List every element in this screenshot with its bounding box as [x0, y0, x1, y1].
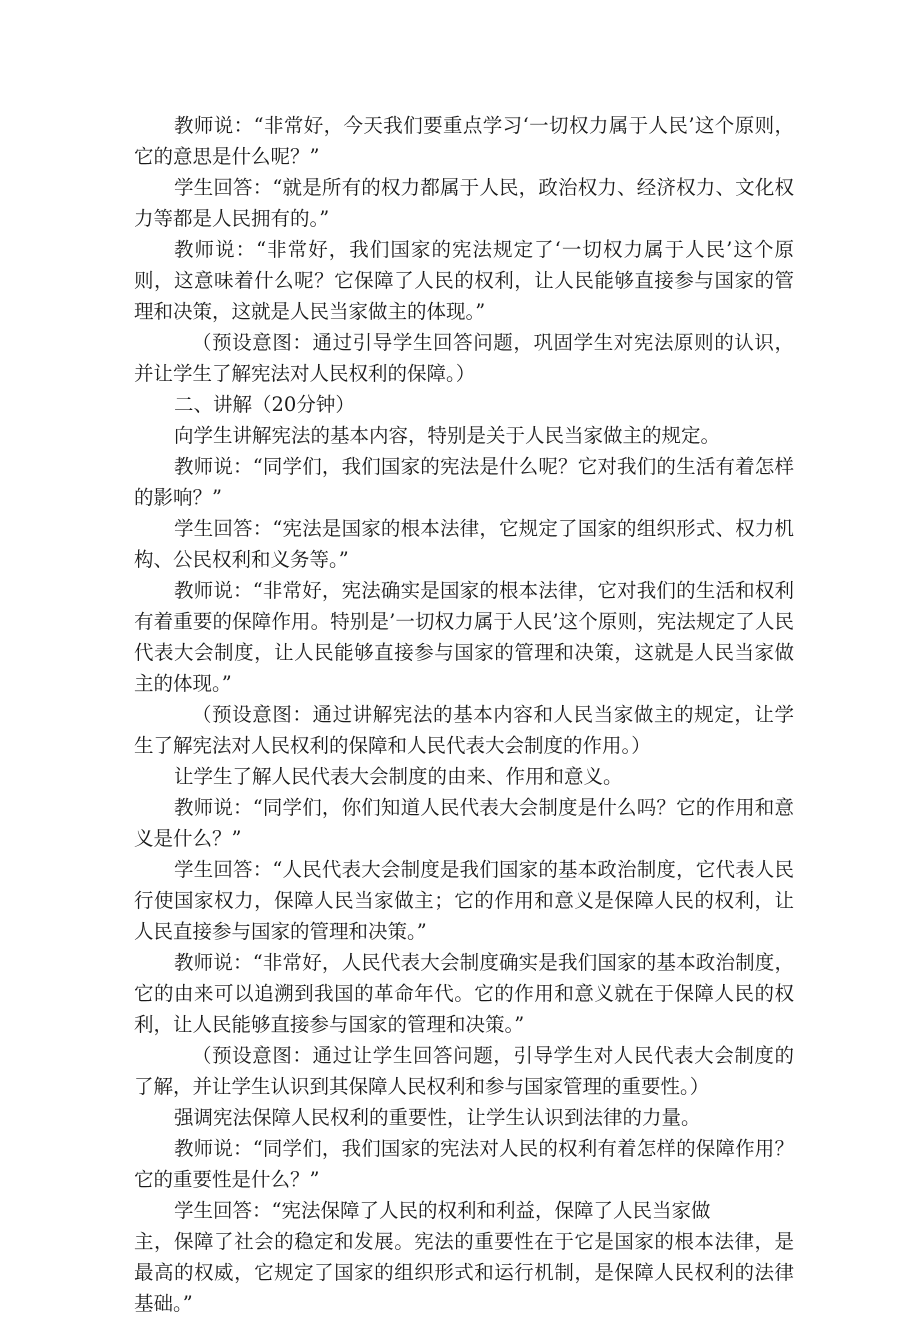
paragraph-intent-3: （预设意图：通过让学生回答问题，引导学生对人民代表大会制度的了解，并让学生认识到其保障人民权利和参与国家管理的重要性。）: [134, 1044, 794, 1098]
paragraph-teacher-4: 教师说：“非常好，宪法确实是国家的根本法律，它对我们的生活和权利有着重要的保障作用。特别是’一切权力属于人民’这个原则，宪法规定了人民代表大会制度，让人民能够直接参与国家的管理和决策，这就是人民当家做主的体现。”: [134, 579, 794, 695]
paragraph-instruction-2: 让学生了解人民代表大会制度的由来、作用和意义。: [174, 765, 623, 788]
paragraph-teacher-7: 教师说：“同学们，我们国家的宪法对人民的权利有着怎样的保障作用？它的重要性是什么？”: [134, 1137, 794, 1191]
paragraph-student-3: 学生回答：“人民代表大会制度是我们国家的基本政治制度，它代表人民行使国家权力，保障人民当家做主；它的作用和意义是保障人民的权利，让人民直接参与国家的管理和决策。”: [134, 858, 794, 943]
paragraph-student-4-continuation: 主，保障了社会的稳定和发展。宪法的重要性在于它是国家的根本法律，是最高的权威，它规定了国家的组织形式和运行机制，是保障人民权利的法律基础。”: [134, 1230, 794, 1315]
paragraph-instruction-3: 强调宪法保障人民权利的重要性，让学生认识到法律的力量。: [174, 1106, 701, 1129]
paragraph-student-2: 学生回答：“宪法是国家的根本法律，它规定了国家的组织形式、权力机构、公民权利和义务等。”: [134, 517, 794, 571]
paragraph-instruction-1: 向学生讲解宪法的基本内容，特别是关于人民当家做主的规定。: [174, 424, 721, 447]
section-heading: 二、讲解（20分钟）: [174, 393, 355, 416]
paragraph-student-4: 学生回答：“宪法保障了人民的权利和利益，保障了人民当家做: [174, 1199, 711, 1222]
paragraph-student-1: 学生回答：“就是所有的权力都属于人民，政治权力、经济权力、文化权力等都是人民拥有的。”: [134, 176, 794, 230]
paragraph-teacher-6: 教师说：“非常好，人民代表大会制度确实是我们国家的基本政治制度，它的由来可以追溯到我国的革命年代。它的作用和意义就在于保障人民的权利，让人民能够直接参与国家的管理和决策。”: [134, 951, 794, 1036]
paragraph-intent-2: （预设意图：通过讲解宪法的基本内容和人民当家做主的规定，让学生了解宪法对人民权利的保障和人民代表大会制度的作用。）: [134, 703, 794, 757]
paragraph-teacher-2: 教师说：“非常好，我们国家的宪法规定了‘一切权力属于人民’这个原则，这意味着什么呢？它保障了人民的权利，让人民能够直接参与国家的管理和决策，这就是人民当家做主的体现。”: [134, 238, 794, 323]
document-page: [134, 110, 794, 1319]
paragraph-teacher-1: 教师说：“非常好，今天我们要重点学习‘一切权力属于人民’这个原则，它的意思是什么呢？”: [134, 114, 794, 168]
paragraph-intent-1: （预设意图：通过引导学生回答问题，巩固学生对宪法原则的认识，并让学生了解宪法对人民权利的保障。）: [134, 331, 794, 385]
paragraph-teacher-5: 教师说：“同学们，你们知道人民代表大会制度是什么吗？它的作用和意义是什么？”: [134, 796, 794, 850]
paragraph-teacher-3: 教师说：“同学们，我们国家的宪法是什么呢？它对我们的生活有着怎样的影响？”: [134, 455, 794, 509]
